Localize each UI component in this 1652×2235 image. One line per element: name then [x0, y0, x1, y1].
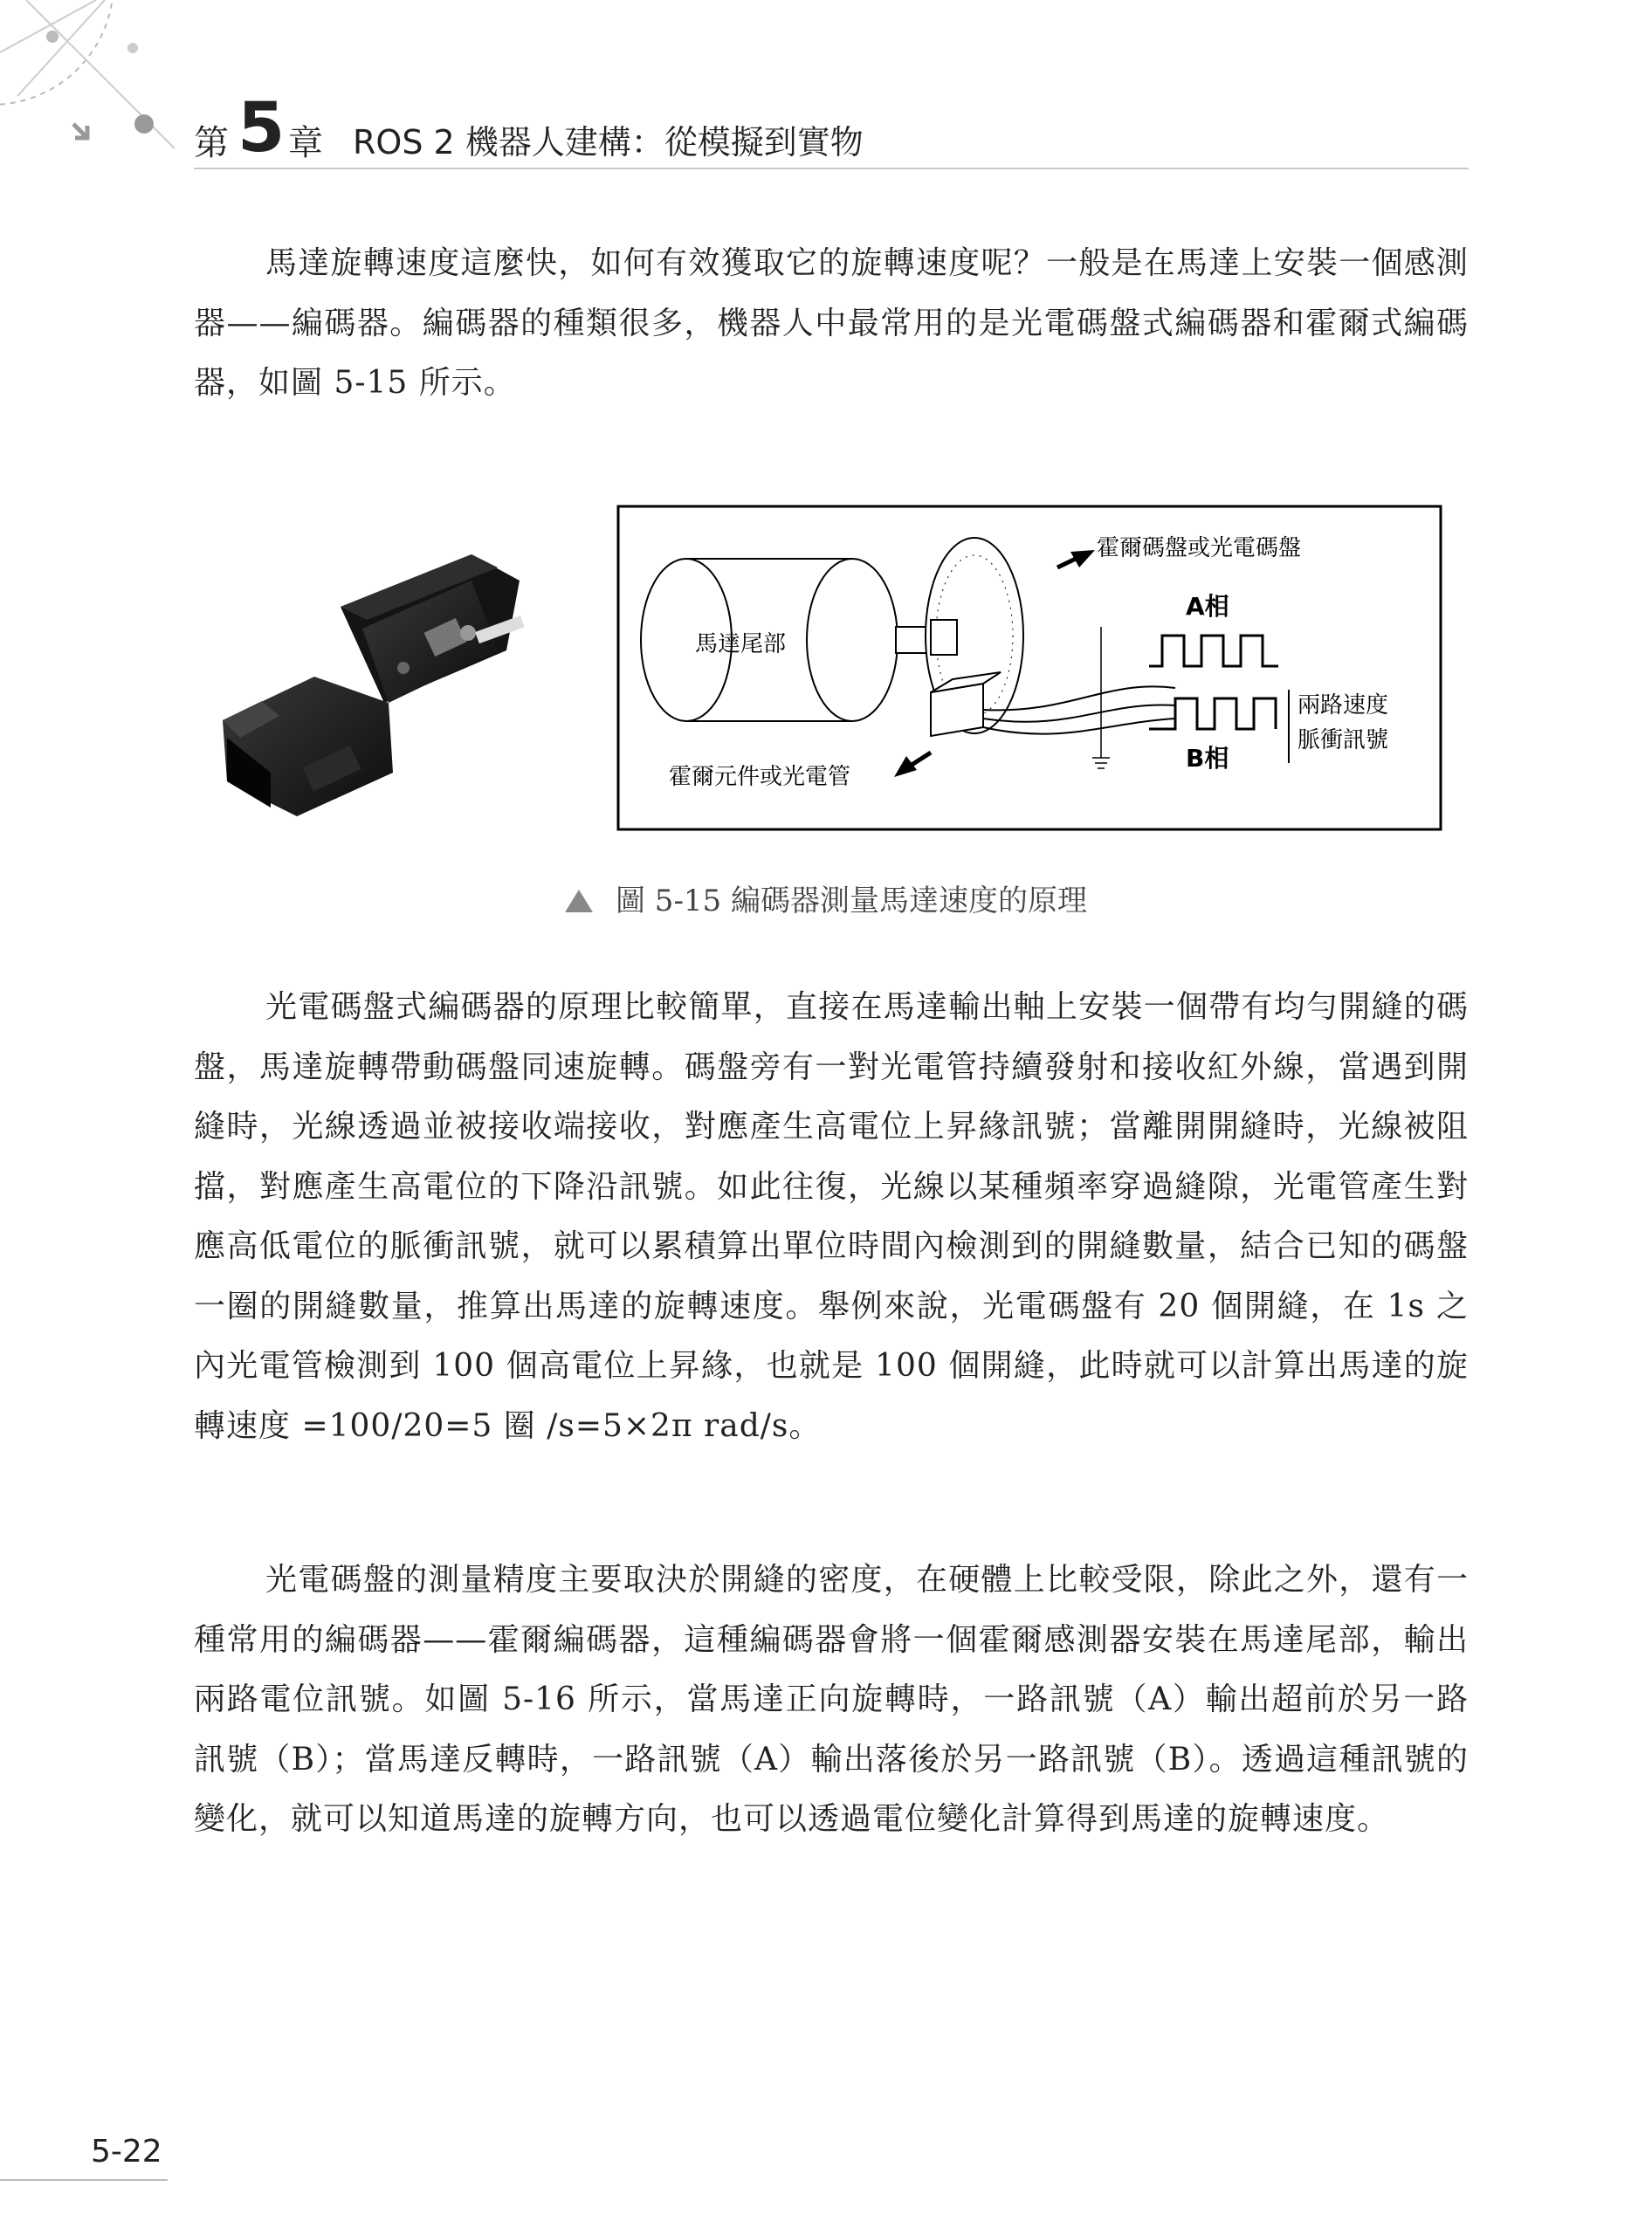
signal-label-line2: 脈衝訊號: [1298, 727, 1389, 753]
chapter-number: 5: [237, 89, 286, 168]
phase-a-label: A相: [1186, 592, 1229, 621]
corner-decoration: [0, 0, 192, 175]
header-rule: [194, 168, 1469, 169]
paragraph-2: 光電碼盤式編碼器的原理比較簡單，直接在馬達輸出軸上安裝一個帶有均勻開縫的碼盤，馬達旋轉帶動碼盤同速旋轉。碼盤旁有一對光電管持續發射和接收紅外線，當遇到開縫時，光線透過並被接收端接收，對應產生高電位上昇緣訊號；當離開開縫時，光線被阻擋，對應產生高電位的下降沿訊號。如此往復，光線以某種頻率穿過縫隙，光電管產生對應高低電位的脈衝訊號，就可以累積算出單位時間內檢測到的開縫數量，結合已知的碼盤一圈的開縫數量，推算出馬達的旋轉速度。舉例來說，光電碼盤有 20 個開縫，在 1s 之內光電管檢測到 100 個高電位上昇緣，也就是 100 個開縫，此時就可以計算出馬達的旋轉速度 =100/20=5 圈 /s=5×2π rad/s。: [194, 989, 1469, 1444]
paragraph-1: 馬達旋轉速度這麼快，如何有效獲取它的旋轉速度呢？一般是在馬達上安裝一個感測器——編碼器。編碼器的種類很多，機器人中最常用的是光電碼盤式編碼器和霍爾式編碼器，如圖 5-15 所示。: [194, 245, 1469, 401]
motor-tail-label: 馬達尾部: [695, 631, 787, 657]
page-number: 5-22: [91, 2134, 162, 2170]
motor-photo: [210, 546, 533, 825]
caption-text: 圖 5-15 編碼器測量馬達速度的原理: [616, 884, 1087, 918]
chapter-prefix: 第: [194, 123, 229, 163]
encoder-diagram: [616, 505, 1442, 831]
signal-label-line1: 兩路速度: [1298, 692, 1389, 719]
chapter-title: ROS 2 機器人建構：從模擬到實物: [353, 123, 864, 162]
footer-rule: [0, 2179, 168, 2181]
running-header: [194, 89, 1469, 168]
disc-label: 霍爾碼盤或光電碼盤: [1097, 535, 1302, 561]
caption-triangle-icon: [565, 890, 593, 912]
phase-b-label: B相: [1186, 744, 1229, 773]
sensor-label: 霍爾元件或光電管: [669, 764, 851, 790]
figure-caption: [0, 877, 1652, 919]
paragraph-3: 光電碼盤的測量精度主要取決於開縫的密度，在硬體上比較受限，除此之外，還有一種常用的編碼器——霍爾編碼器，這種編碼器會將一個霍爾感測器安裝在馬達尾部，輸出兩路電位訊號。如圖 5-16 所示，當馬達正向旋轉時，一路訊號（A）輸出超前於另一路訊號（B）；當馬達反轉時，一路訊號（A）輸出落後於另一路訊號（B）。透過這種訊號的變化，就可以知道馬達的旋轉方向，也可以透過電位變化計算得到馬達的旋轉速度。: [194, 1562, 1469, 1837]
chapter-suffix: 章: [288, 123, 323, 163]
